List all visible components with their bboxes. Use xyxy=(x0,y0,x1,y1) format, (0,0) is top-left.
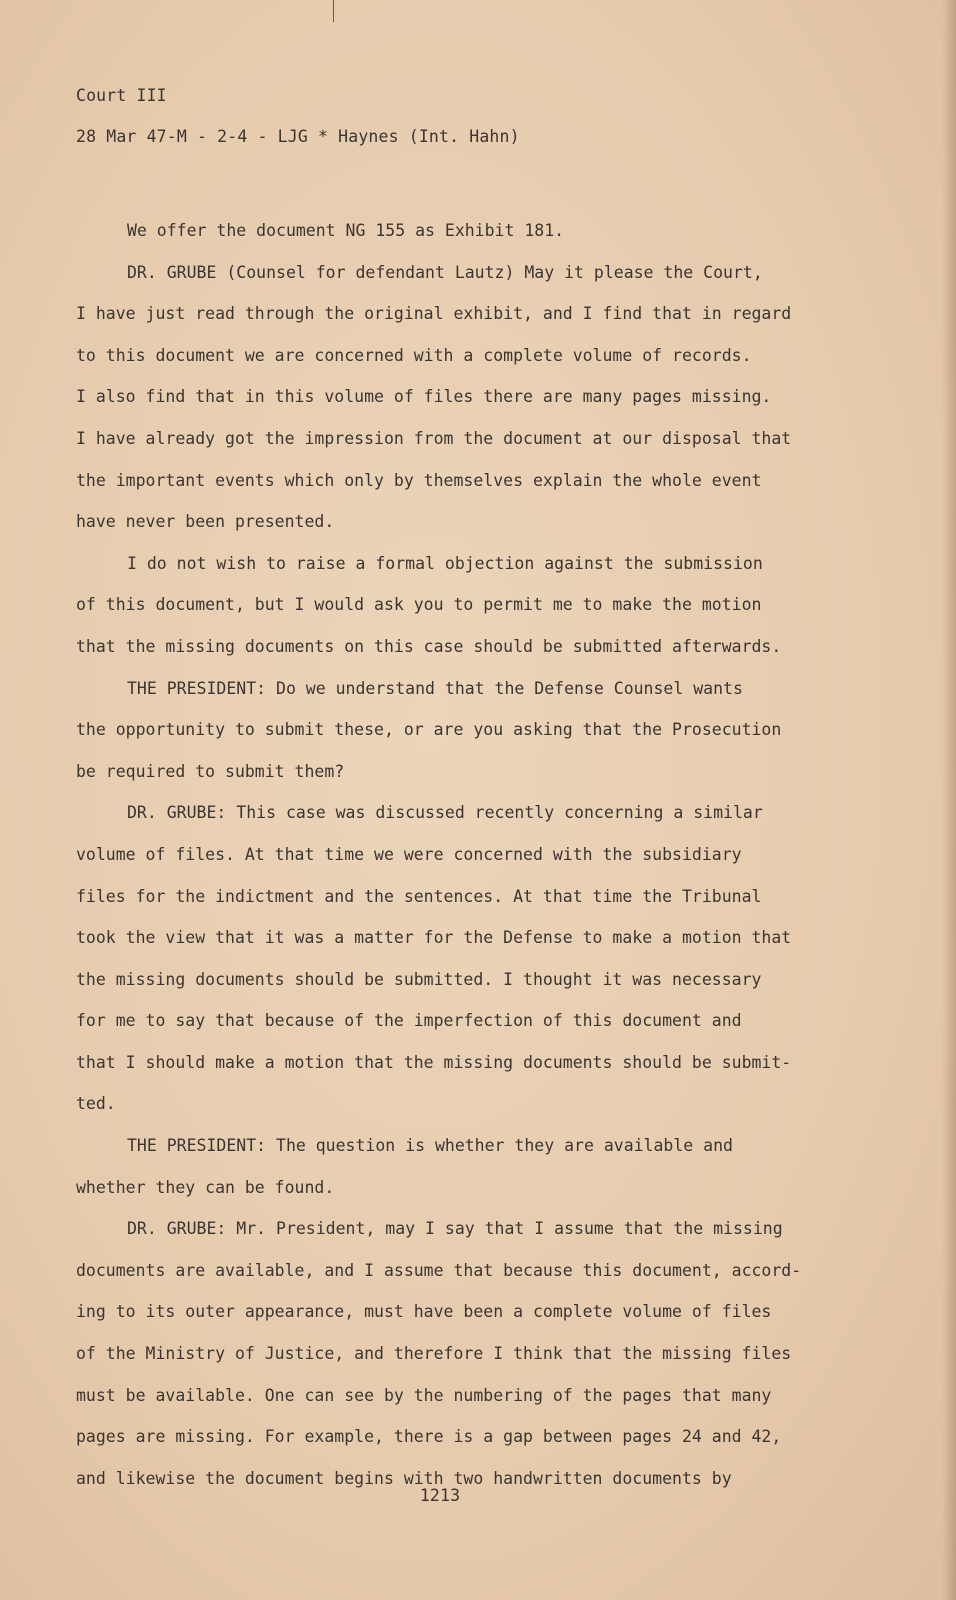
page-number: 1213 xyxy=(419,1486,461,1505)
text-line: that I should make a motion that the missing documents should be submit- xyxy=(76,1052,792,1072)
text-line: for me to say that because of the imperfection of this document and xyxy=(76,1011,742,1031)
text-line: DR. GRUBE: This case was discussed recently concerning a similar xyxy=(127,803,763,823)
text-line: I have already got the impression from the document at our disposal that xyxy=(76,428,792,448)
session-line: 28 Mar 47-M - 2-4 - LJG * Haynes (Int. Hahn) xyxy=(76,127,520,146)
text-line: pages are missing. For example, there is a gap between pages 24 and 42, xyxy=(76,1427,782,1447)
text-line: that the missing documents on this case should be submitted afterwards. xyxy=(76,636,782,656)
text-line: I have just read through the original exhibit, and I find that in regard xyxy=(76,304,792,324)
text-line: DR. GRUBE: Mr. President, may I say that I assume that the missing xyxy=(127,1219,783,1239)
text-line: be required to submit them? xyxy=(76,761,345,781)
text-line: the important events which only by themselves explain the whole event xyxy=(76,470,762,490)
text-line: I also find that in this volume of files there are many pages missing. xyxy=(76,387,772,407)
text-line: of this document, but I would ask you to permit me to make the motion xyxy=(76,595,762,615)
transcript-body xyxy=(76,210,836,1499)
text-line: took the view that it was a matter for the Defense to make a motion that xyxy=(76,928,792,948)
court-heading: Court III xyxy=(76,86,167,105)
text-line: ted. xyxy=(76,1094,116,1114)
text-line: must be available. One can see by the numbering of the pages that many xyxy=(76,1385,772,1405)
text-line: We offer the document NG 155 as Exhibit 181. xyxy=(127,221,565,240)
text-line: DR. GRUBE (Counsel for defendant Lautz) May it please the Court, xyxy=(127,262,763,282)
margin-mark xyxy=(333,0,334,22)
text-line: ing to its outer appearance, must have been a complete volume of files xyxy=(76,1302,772,1322)
text-line: THE PRESIDENT: The question is whether they are available and xyxy=(127,1136,733,1156)
text-line: to this document we are concerned with a complete volume of records. xyxy=(76,345,752,365)
text-line: the opportunity to submit these, or are you asking that the Prosecution xyxy=(76,720,782,740)
text-line: I do not wish to raise a formal objection against the submission xyxy=(127,553,763,573)
text-line: files for the indictment and the sentences. At that time the Tribunal xyxy=(76,886,762,906)
text-line: volume of files. At that time we were concerned with the subsidiary xyxy=(76,844,742,864)
page-edge-shadow xyxy=(942,0,956,1600)
text-line: and likewise the document begins with two handwritten documents by xyxy=(76,1468,732,1488)
text-line: THE PRESIDENT: Do we understand that the Defense Counsel wants xyxy=(127,678,743,698)
text-line: have never been presented. xyxy=(76,512,335,532)
text-line: documents are available, and I assume that because this document, accord- xyxy=(76,1260,802,1280)
text-line: of the Ministry of Justice, and therefore I think that the missing files xyxy=(76,1344,792,1364)
text-line: whether they can be found. xyxy=(76,1177,335,1197)
text-line: the missing documents should be submitted. I thought it was necessary xyxy=(76,969,762,989)
